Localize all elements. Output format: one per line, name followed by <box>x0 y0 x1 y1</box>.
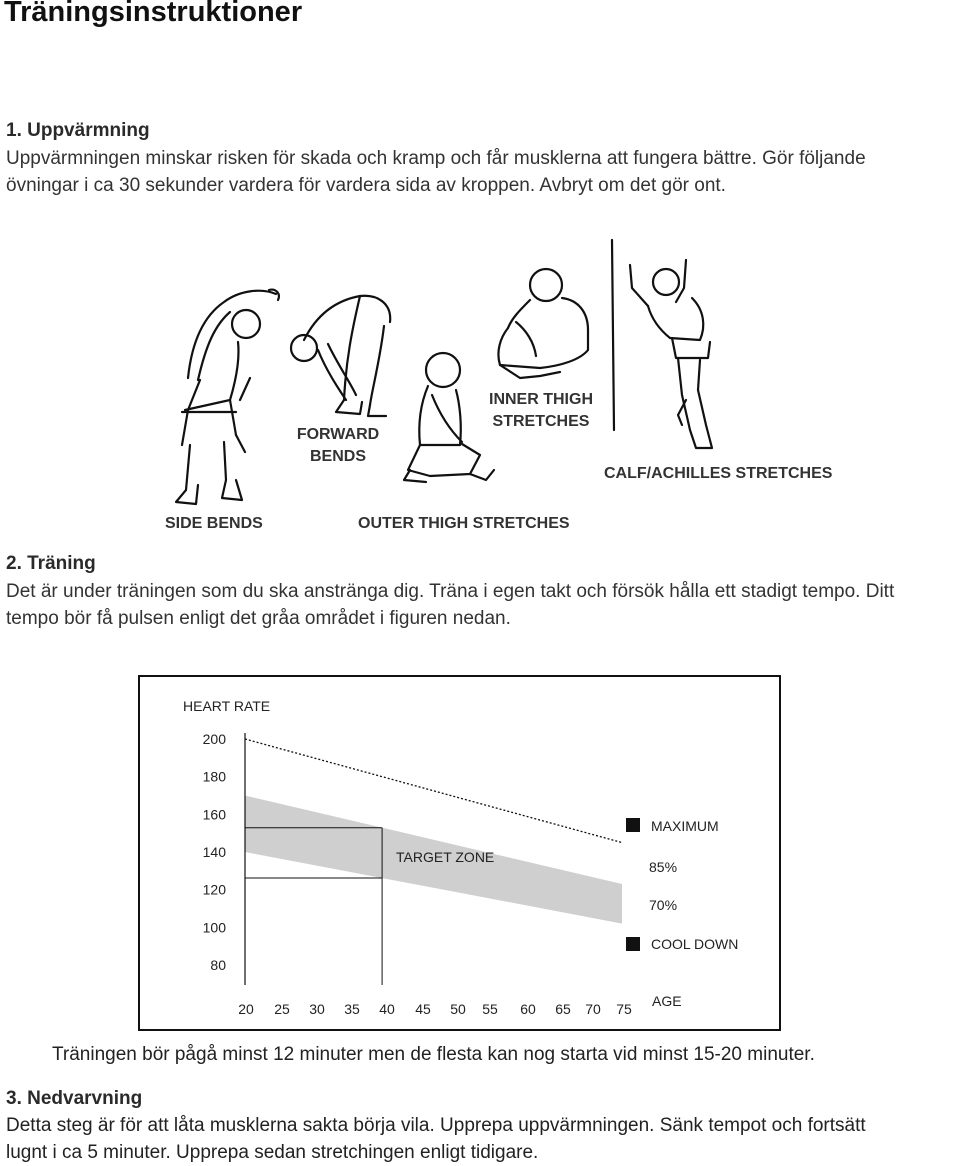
x-tick-label: 30 <box>309 1001 325 1017</box>
legend-maximum: MAXIMUM <box>651 818 719 834</box>
label-calf-achilles: CALF/ACHILLES STRETCHES <box>604 465 833 482</box>
label-inner-thigh-line1: INNER THIGH <box>489 391 593 408</box>
y-tick-label: 200 <box>202 731 226 747</box>
y-tick-label: 120 <box>202 881 226 898</box>
x-tick-label: 55 <box>482 1001 498 1017</box>
x-tick-label: 65 <box>555 1001 571 1017</box>
x-tick-label: 75 <box>616 1001 632 1017</box>
target-zone-label: TARGET ZONE <box>396 849 495 865</box>
cooldown-line-2: lugnt i ca 5 minuter. Upprepa sedan stretchingen enligt tidigare. <box>6 1142 539 1163</box>
x-tick-label: 35 <box>344 1001 360 1017</box>
label-inner-thigh-line2: STRETCHES <box>492 413 590 430</box>
label-forward-bends-line1: FORWARD <box>296 426 380 443</box>
training-line-2: tempo bör få pulsen enligt det gråa området i figuren nedan. <box>6 608 511 629</box>
section-heading-cooldown: 3. Nedvarvning <box>6 1088 143 1109</box>
training-line-1: Det är under träningen som du ska anstränga dig. Träna i egen takt och försök hålla ett stadigt tempo. Ditt <box>6 581 895 602</box>
cooldown-paragraph <box>6 1112 866 1166</box>
warmup-line-2: övningar i ca 30 sekunder vardera för vardera sida av kroppen. Avbryt om det gör ont. <box>6 175 726 196</box>
y-tick-label: 160 <box>202 806 226 823</box>
label-side-bends: SIDE BENDS <box>165 515 263 532</box>
page-title: Träningsinstruktioner <box>4 0 303 28</box>
warmup-line-1: Uppvärmningen minskar risken för skada och kramp och får musklerna att fungera bättre. Gör följande <box>6 148 866 169</box>
section-heading-warmup: 1. Uppvärmning <box>6 120 150 141</box>
y-tick-label: 180 <box>202 768 226 785</box>
legend-85: 85% <box>649 859 678 875</box>
training-duration-note: Träningen bör pågå minst 12 minuter men de flesta kan nog starta vid minst 15-20 minuter. <box>52 1044 815 1065</box>
label-outer-thigh: OUTER THIGH STRETCHES <box>358 515 570 532</box>
legend-marker-cool-down <box>626 937 640 951</box>
x-tick-label: 25 <box>274 1001 290 1017</box>
x-tick-label: 60 <box>520 1001 536 1017</box>
y-tick-label: 80 <box>210 957 226 973</box>
legend-marker-maximum <box>626 818 640 832</box>
section-heading-training: 2. Träning <box>6 553 96 574</box>
legend-70: 70% <box>649 897 678 913</box>
y-tick-label: 100 <box>202 919 226 936</box>
label-forward-bends-line2: BENDS <box>309 448 366 465</box>
legend-cool-down: COOL DOWN <box>651 936 739 952</box>
x-tick-label: 45 <box>415 1001 431 1017</box>
chart-xlabel: AGE <box>652 993 682 1009</box>
chart-ylabel: HEART RATE <box>183 698 271 714</box>
y-tick-label: 140 <box>202 844 226 860</box>
x-tick-label: 50 <box>450 1001 466 1017</box>
x-tick-label: 20 <box>238 1001 254 1017</box>
x-tick-label: 70 <box>585 1001 601 1017</box>
x-tick-label: 40 <box>379 1001 395 1017</box>
cooldown-line-1: Detta steg är för att låta musklerna sakta börja vila. Upprepa uppvärmningen. Sänk tempot och fortsätt <box>6 1115 866 1136</box>
